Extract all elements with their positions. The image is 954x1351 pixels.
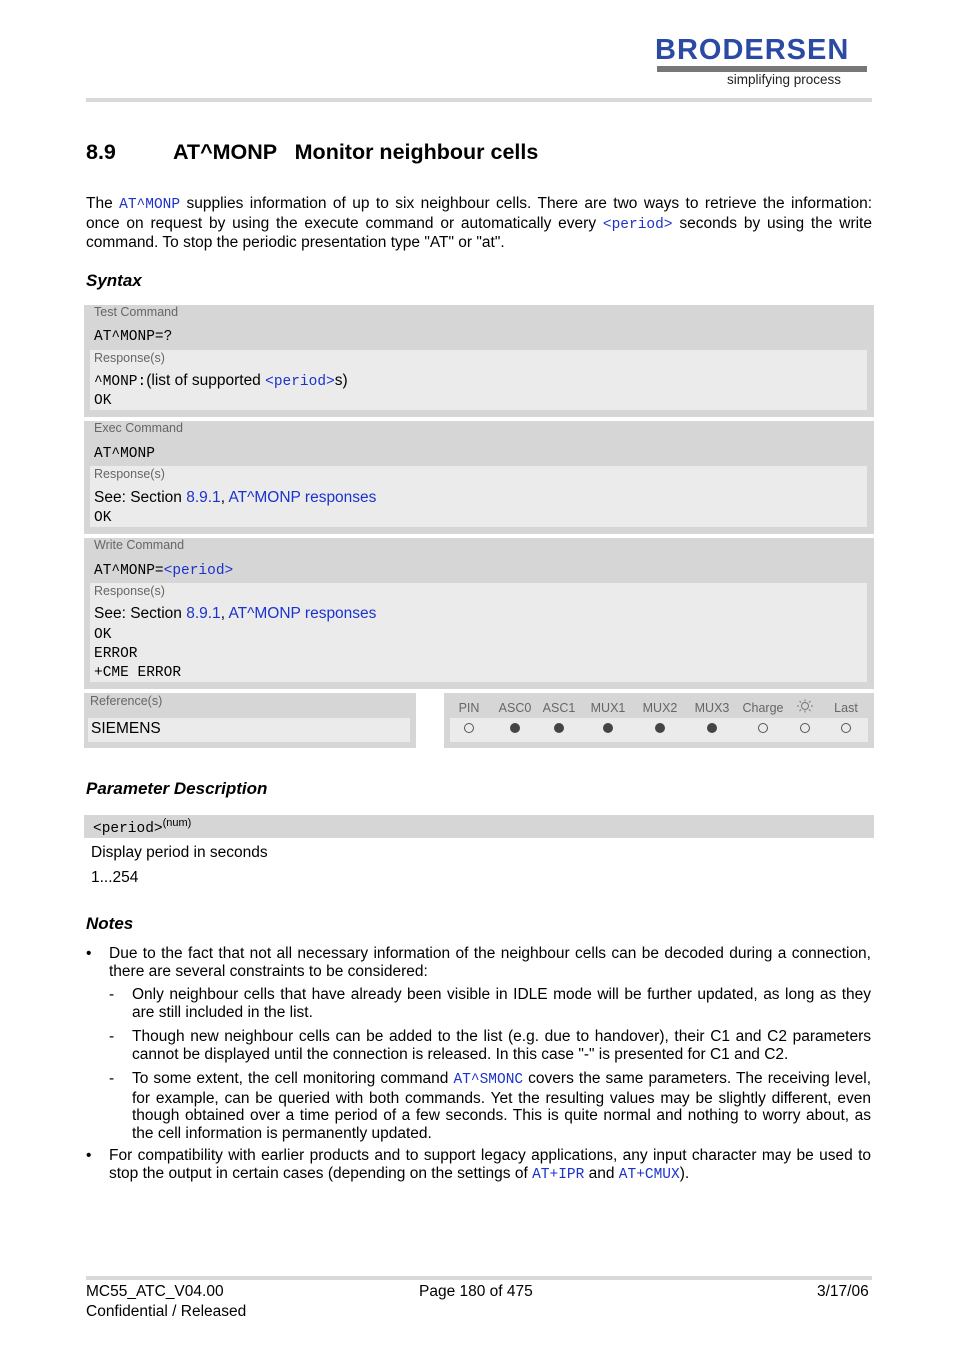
page-title: 8.9 AT^MONP Monitor neighbour cells <box>86 140 539 164</box>
footer-confidentiality: Confidential / Released <box>86 1303 247 1320</box>
parameter-name-bar <box>84 815 874 838</box>
write-response-error: ERROR <box>94 646 138 662</box>
footer-divider <box>86 1276 872 1280</box>
notes-heading: Notes <box>86 914 134 933</box>
exec-response-ok: OK <box>94 510 112 526</box>
test-response-ok: OK <box>94 393 112 409</box>
reference-value-box <box>88 718 410 742</box>
responses-link[interactable]: AT^MONP responses <box>228 605 377 622</box>
reference-block <box>84 693 416 748</box>
supported-dot-icon <box>603 723 613 733</box>
note-1-sub-1: Only neighbour cells that have already been visible in IDLE mode will be further updated, as long as they are still included in the list. <box>132 986 871 1021</box>
note-dash: - <box>109 986 115 1003</box>
write-response-text: See: Section 8.9.1, AT^MONP responses <box>94 605 377 622</box>
write-response-ok: OK <box>94 627 112 643</box>
exec-response-block <box>90 466 867 527</box>
section-link[interactable]: 8.9.1 <box>186 489 221 506</box>
write-command-block <box>84 538 874 689</box>
write-response-cme-error: +CME ERROR <box>94 665 182 681</box>
section-link[interactable]: 8.9.1 <box>186 605 221 622</box>
unsupported-dot-icon <box>800 723 810 733</box>
supported-dot-icon <box>510 723 520 733</box>
cmux-link[interactable]: AT+CMUX <box>618 1166 680 1183</box>
parameter-name: <period>$^{(num)}$ <box>93 817 192 838</box>
period-link[interactable]: <period> <box>163 563 234 579</box>
matrix-column-mux3: MUX3 <box>694 701 730 715</box>
unsupported-dot-icon <box>464 723 474 733</box>
test-response-text: ^MONP:(list of supported <period>s) <box>94 372 348 390</box>
test-command-text: AT^MONP=? <box>94 329 173 345</box>
exec-response-text: See: Section 8.9.1, AT^MONP responses <box>94 489 377 506</box>
matrix-column-asc1: ASC1 <box>542 701 576 715</box>
write-response-label: Response(s) <box>94 584 165 598</box>
note-bullet: • <box>86 945 92 962</box>
footer-doc-id: MC55_ATC_V04.00 <box>86 1283 224 1300</box>
power-down-icon <box>796 699 814 716</box>
exec-command-block <box>84 421 874 534</box>
syntax-heading: Syntax <box>86 271 142 290</box>
note-1: Due to the fact that not all necessary information of the neighbour cells can be decoded during a connection, there are several constraints to be considered: <box>109 945 871 980</box>
matrix-column-asc0: ASC0 <box>498 701 532 715</box>
monp-link[interactable]: AT^MONP <box>119 197 181 213</box>
exec-command-label: Exec Command <box>94 421 183 435</box>
brand-tagline: simplifying process <box>727 72 842 87</box>
unsupported-dot-icon <box>841 723 851 733</box>
write-response-block <box>90 583 867 682</box>
note-1-sub-3: To some extent, the cell monitoring command AT^SMONC covers the same parameters. The receiving level, for example, can be queried with both commands. Yet the resulting values may be slightly different, even though obtained over a time period of a few seconds. This is quite normal and nothing to worry about, as the cell information is permanently updated. <box>132 1070 871 1142</box>
parameter-range: 1...254 <box>91 869 139 886</box>
matrix-column-mux1: MUX1 <box>590 701 626 715</box>
note-1-sub-2: Though new neighbour cells can be added to the list (e.g. due to handover), their C1 and C2 parameters cannot be displayed until the connection is released. In this case "-" is presented for C1 and C2. <box>132 1028 871 1063</box>
test-command-block <box>84 305 874 417</box>
exec-response-label: Response(s) <box>94 467 165 481</box>
ipr-link[interactable]: AT+IPR <box>532 1166 585 1183</box>
brand-logo: BRODERSEN <box>655 34 850 66</box>
header-divider <box>86 98 872 102</box>
note-bullet: • <box>86 1147 92 1164</box>
matrix-column-charge: Charge <box>742 701 784 715</box>
unsupported-dot-icon <box>758 723 768 733</box>
period-link[interactable]: <period> <box>265 374 335 390</box>
matrix-column-last: Last <box>834 701 858 715</box>
footer-page-number: Page 180 of 475 <box>419 1283 533 1300</box>
exec-command-text: AT^MONP <box>94 446 155 462</box>
parameter-heading: Parameter Description <box>86 779 268 798</box>
note-2: For compatibility with earlier products and to support legacy applications, any input character may be used to stop the output in certain cases (depending on the settings of AT+IPR and AT+CMUX). <box>109 1147 871 1183</box>
period-link[interactable]: <period> <box>602 216 673 233</box>
test-response-label: Response(s) <box>94 351 165 365</box>
smonc-link[interactable]: AT^SMONC <box>453 1072 524 1088</box>
write-command-label: Write Command <box>94 538 185 552</box>
note-dash: - <box>109 1028 115 1045</box>
test-command-label: Test Command <box>94 305 179 319</box>
supported-dot-icon <box>707 723 717 733</box>
note-dash: - <box>109 1070 115 1087</box>
footer-date: 3/17/06 <box>817 1283 869 1300</box>
write-command-text: AT^MONP=<period> <box>94 563 234 579</box>
support-matrix <box>444 693 874 748</box>
responses-link[interactable]: AT^MONP responses <box>228 489 377 506</box>
reference-value: SIEMENS <box>91 720 161 737</box>
reference-label: Reference(s) <box>90 694 163 708</box>
parameter-description: Display period in seconds <box>91 844 268 861</box>
supported-dot-icon <box>655 723 665 733</box>
test-response-block <box>90 350 867 410</box>
intro-paragraph: The AT^MONP supplies information of up to six neighbour cells. There are two ways to retrieve the information: once on request by using the execute command or automatically every <period> seconds by using the write command. To stop the periodic presentation type "AT" or "at". <box>86 195 872 251</box>
matrix-column-mux2: MUX2 <box>642 701 678 715</box>
matrix-column-pin: PIN <box>458 701 480 715</box>
supported-dot-icon <box>554 723 564 733</box>
